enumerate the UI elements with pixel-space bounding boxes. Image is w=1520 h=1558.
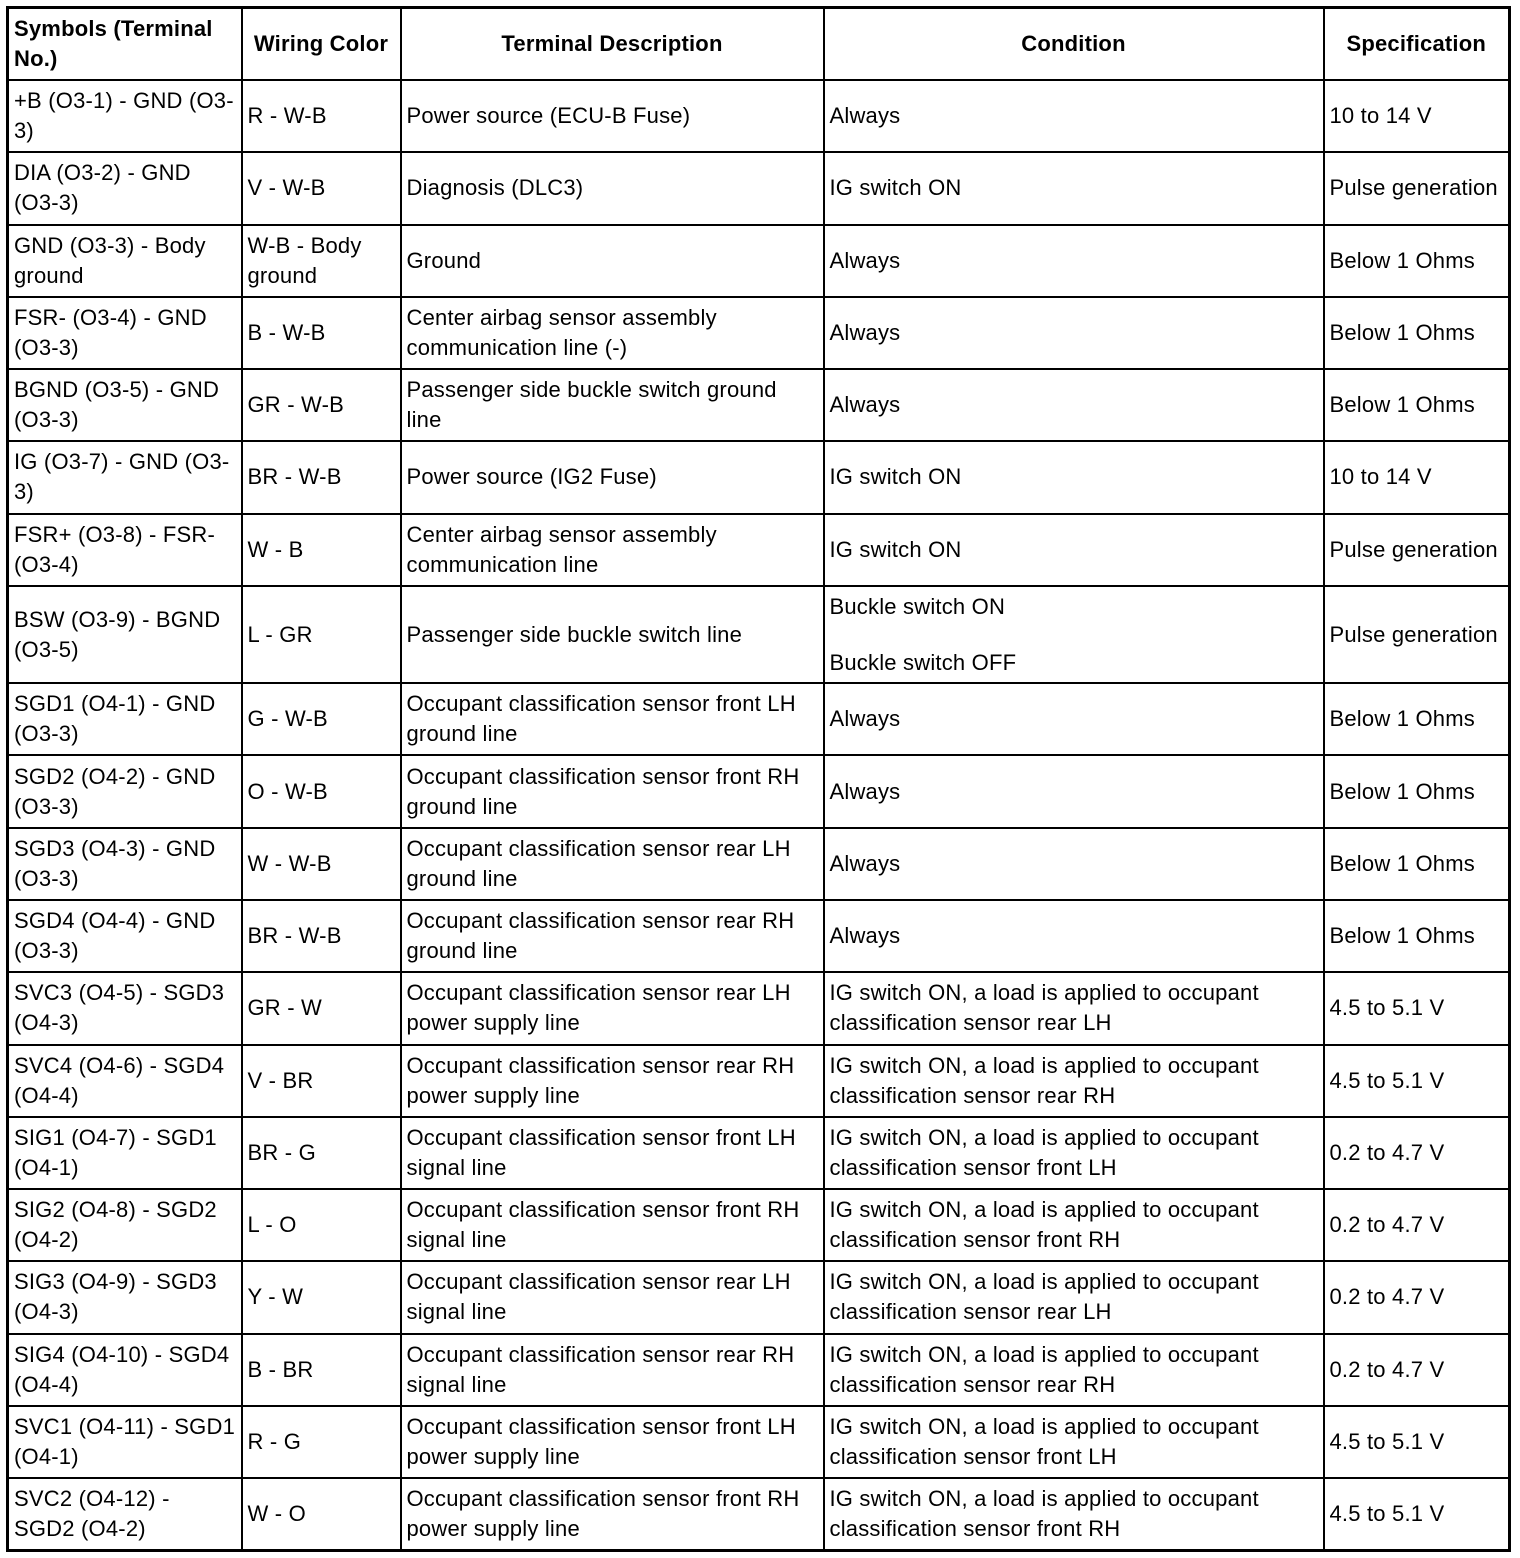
table-row <box>8 441 1510 513</box>
cell-specification: 10 to 14 V <box>1324 441 1510 513</box>
cell-wiring-color: V - BR <box>242 1045 401 1117</box>
cell-condition <box>824 1189 1324 1261</box>
cell-symbols: SVC4 (O4-6) - SGD4 (O4-4) <box>8 1045 242 1117</box>
cell-condition <box>824 441 1324 513</box>
table-row <box>8 900 1510 972</box>
condition-line: IG switch ON, a load is applied to occupant classification sensor rear LH <box>829 980 1259 1036</box>
cell-terminal-description: Power source (IG2 Fuse) <box>401 441 824 513</box>
cell-terminal-description: Occupant classification sensor rear LH ground line <box>401 828 824 900</box>
table-row <box>8 225 1510 297</box>
table-row <box>8 1117 1510 1189</box>
cell-condition <box>824 152 1324 224</box>
cell-specification: Below 1 Ohms <box>1324 369 1510 441</box>
header-wiring-color: Wiring Color <box>242 8 401 81</box>
cell-condition <box>824 1478 1324 1550</box>
table-row <box>8 80 1510 152</box>
table-row <box>8 1261 1510 1333</box>
cell-terminal-description: Occupant classification sensor rear LH power supply line <box>401 972 824 1044</box>
cell-symbols: DIA (O3-2) - GND (O3-3) <box>8 152 242 224</box>
cell-specification: 0.2 to 4.7 V <box>1324 1334 1510 1406</box>
condition-line: Always <box>829 850 901 876</box>
cell-specification: Below 1 Ohms <box>1324 297 1510 369</box>
cell-symbols: BSW (O3-9) - BGND (O3-5) <box>8 586 242 683</box>
cell-condition <box>824 1117 1324 1189</box>
cell-symbols: SVC3 (O4-5) - SGD3 (O4-3) <box>8 972 242 1044</box>
cell-wiring-color: B - W-B <box>242 297 401 369</box>
cell-terminal-description: Occupant classification sensor front RH signal line <box>401 1189 824 1261</box>
cell-symbols: SIG3 (O4-9) - SGD3 (O4-3) <box>8 1261 242 1333</box>
table-row <box>8 972 1510 1044</box>
cell-wiring-color: W - W-B <box>242 828 401 900</box>
header-row <box>8 8 1510 81</box>
cell-wiring-color: G - W-B <box>242 683 401 755</box>
cell-specification: Below 1 Ohms <box>1324 225 1510 297</box>
cell-wiring-color: GR - W <box>242 972 401 1044</box>
cell-symbols: SVC1 (O4-11) - SGD1 (O4-1) <box>8 1406 242 1478</box>
cell-wiring-color: R - W-B <box>242 80 401 152</box>
cell-wiring-color: BR - W-B <box>242 441 401 513</box>
cell-condition <box>824 755 1324 827</box>
cell-condition <box>824 683 1324 755</box>
condition-line: Buckle switch OFF <box>829 649 1017 675</box>
cell-condition <box>824 900 1324 972</box>
cell-condition <box>824 369 1324 441</box>
condition-line: IG switch ON, a load is applied to occupant classification sensor front LH <box>829 1124 1259 1180</box>
cell-terminal-description: Occupant classification sensor rear RH ground line <box>401 900 824 972</box>
cell-condition <box>824 972 1324 1044</box>
table-row <box>8 369 1510 441</box>
condition-line: Buckle switch ON <box>829 593 1006 619</box>
cell-symbols: SGD2 (O4-2) - GND (O3-3) <box>8 755 242 827</box>
cell-specification: Pulse generation <box>1324 586 1510 683</box>
cell-wiring-color: R - G <box>242 1406 401 1478</box>
condition-line: IG switch ON <box>829 536 962 562</box>
cell-wiring-color: V - W-B <box>242 152 401 224</box>
cell-specification: 4.5 to 5.1 V <box>1324 1045 1510 1117</box>
cell-terminal-description: Center airbag sensor assembly communication line (-) <box>401 297 824 369</box>
condition-gap <box>830 622 1318 648</box>
cell-symbols: SIG4 (O4-10) - SGD4 (O4-4) <box>8 1334 242 1406</box>
table-row <box>8 1045 1510 1117</box>
cell-wiring-color: O - W-B <box>242 755 401 827</box>
cell-symbols: +B (O3-1) - GND (O3-3) <box>8 80 242 152</box>
cell-wiring-color: W-B - Body ground <box>242 225 401 297</box>
cell-terminal-description: Center airbag sensor assembly communication line <box>401 514 824 586</box>
cell-specification: Below 1 Ohms <box>1324 755 1510 827</box>
cell-specification: 4.5 to 5.1 V <box>1324 1478 1510 1550</box>
cell-terminal-description: Occupant classification sensor front LH signal line <box>401 1117 824 1189</box>
condition-line: Always <box>829 778 901 804</box>
table-row <box>8 1478 1510 1550</box>
condition-line: IG switch ON, a load is applied to occupant classification sensor rear RH <box>829 1052 1259 1108</box>
cell-terminal-description: Occupant classification sensor front RH ground line <box>401 755 824 827</box>
cell-condition <box>824 514 1324 586</box>
cell-wiring-color: Y - W <box>242 1261 401 1333</box>
cell-condition <box>824 225 1324 297</box>
cell-symbols: FSR+ (O3-8) - FSR- (O3-4) <box>8 514 242 586</box>
cell-specification: 10 to 14 V <box>1324 80 1510 152</box>
cell-terminal-description: Diagnosis (DLC3) <box>401 152 824 224</box>
cell-specification: 0.2 to 4.7 V <box>1324 1189 1510 1261</box>
header-symbols: Symbols (Terminal No.) <box>8 8 242 81</box>
cell-specification: Below 1 Ohms <box>1324 828 1510 900</box>
cell-terminal-description: Occupant classification sensor rear RH signal line <box>401 1334 824 1406</box>
condition-line: Always <box>829 392 901 418</box>
header-specification: Specification <box>1324 8 1510 81</box>
cell-specification: 4.5 to 5.1 V <box>1324 972 1510 1044</box>
condition-line: Always <box>829 247 901 273</box>
cell-symbols: IG (O3-7) - GND (O3-3) <box>8 441 242 513</box>
condition-line: IG switch ON, a load is applied to occupant classification sensor rear RH <box>829 1341 1259 1397</box>
cell-symbols: SGD3 (O4-3) - GND (O3-3) <box>8 828 242 900</box>
cell-terminal-description: Power source (ECU-B Fuse) <box>401 80 824 152</box>
cell-terminal-description: Passenger side buckle switch line <box>401 586 824 683</box>
cell-specification: 4.5 to 5.1 V <box>1324 1406 1510 1478</box>
table-row <box>8 828 1510 900</box>
condition-line: IG switch ON, a load is applied to occupant classification sensor front RH <box>829 1197 1259 1253</box>
condition-line: Always <box>829 103 901 129</box>
table-row <box>8 1189 1510 1261</box>
table-row <box>8 1334 1510 1406</box>
cell-wiring-color: BR - W-B <box>242 900 401 972</box>
condition-line: Always <box>829 319 901 345</box>
cell-specification: Below 1 Ohms <box>1324 683 1510 755</box>
condition-line: Always <box>829 706 901 732</box>
cell-condition <box>824 828 1324 900</box>
table-row <box>8 1406 1510 1478</box>
cell-symbols: FSR- (O3-4) - GND (O3-3) <box>8 297 242 369</box>
cell-wiring-color: GR - W-B <box>242 369 401 441</box>
cell-terminal-description: Occupant classification sensor rear LH signal line <box>401 1261 824 1333</box>
cell-symbols: BGND (O3-5) - GND (O3-3) <box>8 369 242 441</box>
cell-wiring-color: L - O <box>242 1189 401 1261</box>
cell-wiring-color: BR - G <box>242 1117 401 1189</box>
condition-line: IG switch ON <box>829 464 962 490</box>
cell-specification: 0.2 to 4.7 V <box>1324 1261 1510 1333</box>
cell-condition <box>824 297 1324 369</box>
table-row <box>8 683 1510 755</box>
cell-wiring-color: B - BR <box>242 1334 401 1406</box>
cell-specification: Below 1 Ohms <box>1324 900 1510 972</box>
header-condition: Condition <box>824 8 1324 81</box>
cell-terminal-description: Occupant classification sensor front LH power supply line <box>401 1406 824 1478</box>
header-terminal-description: Terminal Description <box>401 8 824 81</box>
condition-line: IG switch ON <box>829 175 962 201</box>
cell-specification: Pulse generation <box>1324 152 1510 224</box>
terminal-spec-table <box>6 6 1511 1552</box>
cell-terminal-description: Passenger side buckle switch ground line <box>401 369 824 441</box>
cell-terminal-description: Occupant classification sensor front LH ground line <box>401 683 824 755</box>
table-row <box>8 297 1510 369</box>
cell-terminal-description: Occupant classification sensor front RH power supply line <box>401 1478 824 1550</box>
table-row <box>8 514 1510 586</box>
cell-symbols: SGD4 (O4-4) - GND (O3-3) <box>8 900 242 972</box>
table-row <box>8 152 1510 224</box>
cell-condition <box>824 80 1324 152</box>
cell-terminal-description: Occupant classification sensor rear RH power supply line <box>401 1045 824 1117</box>
cell-wiring-color: W - O <box>242 1478 401 1550</box>
cell-wiring-color: W - B <box>242 514 401 586</box>
cell-condition <box>824 1045 1324 1117</box>
condition-line: IG switch ON, a load is applied to occupant classification sensor front RH <box>829 1486 1259 1542</box>
cell-symbols: GND (O3-3) - Body ground <box>8 225 242 297</box>
cell-specification: 0.2 to 4.7 V <box>1324 1117 1510 1189</box>
table-body <box>8 80 1510 1551</box>
cell-symbols: SIG1 (O4-7) - SGD1 (O4-1) <box>8 1117 242 1189</box>
table-row <box>8 586 1510 683</box>
cell-condition <box>824 1406 1324 1478</box>
cell-condition <box>824 1261 1324 1333</box>
condition-line: Always <box>829 923 901 949</box>
cell-symbols: SGD1 (O4-1) - GND (O3-3) <box>8 683 242 755</box>
cell-condition <box>824 1334 1324 1406</box>
cell-symbols: SIG2 (O4-8) - SGD2 (O4-2) <box>8 1189 242 1261</box>
cell-condition <box>824 586 1324 683</box>
cell-symbols: SVC2 (O4-12) - SGD2 (O4-2) <box>8 1478 242 1550</box>
condition-line: IG switch ON, a load is applied to occupant classification sensor rear LH <box>829 1269 1259 1325</box>
cell-specification: Pulse generation <box>1324 514 1510 586</box>
cell-terminal-description: Ground <box>401 225 824 297</box>
cell-wiring-color: L - GR <box>242 586 401 683</box>
condition-line: IG switch ON, a load is applied to occupant classification sensor front LH <box>829 1414 1259 1469</box>
table-row <box>8 755 1510 827</box>
